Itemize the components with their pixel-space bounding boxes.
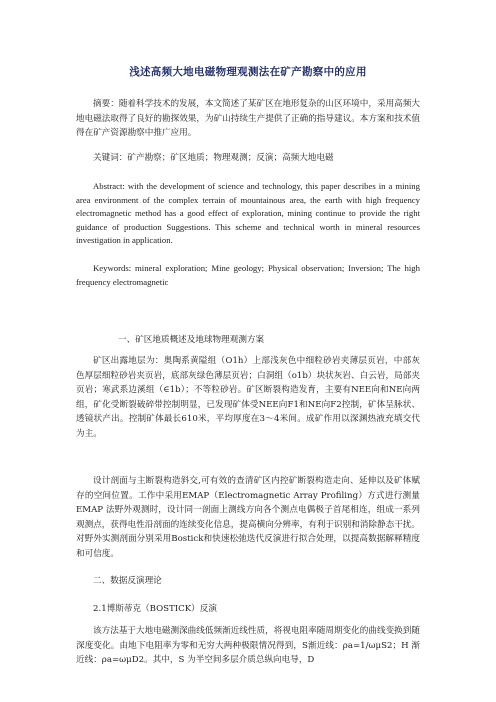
section-1-paragraph-1: 矿区出露地层为：奥陶系黄隘组（O1h）上部浅灰色中细粒砂岩夹薄层页岩，中部灰色厚层细粒砂岩夹页岩，底部灰绿色薄层页岩；白洞组（o1b）块状灰岩、白云岩，局部夹页岩；寒武系边溪组（∈1b）；不等粒砂岩。矿区断裂构造发育，主要有NEE向和NE向两组，矿化受断裂破碎带控制明显，已发现矿体受NEE向F1和NE向F2控制，矿体呈脉状、透镜状产出。控制矿体最长610米，平均厚度在3～4米间。成矿作用以深渊热液充填交代为主。 xyxy=(76,356,420,439)
section-2-heading: 二、数据反演理论 xyxy=(93,576,162,586)
paper-title: 浅述高频大地电磁物理观测法在矿产勘察中的应用 xyxy=(129,66,367,78)
section-2-1-heading: 2.1博斯蒂克（BOSTICK）反演 xyxy=(93,604,217,614)
section-2-paragraph-1: 该方法基于大地电磁测深曲线低频渐近线性质，将视电阻率随周期变化的曲线变换到随深度变化。由地下电阻率为零和无穷大两种极限情况得到，S渐近线：ρa=1/ωμS2；H 渐近线：ρa=ωμD2。其中，S 为半空间多层介质总纵向电导，D xyxy=(76,626,420,665)
abstract-cn: 摘要：随着科学技术的发展，本文简述了某矿区在地形复杂的山区环境中，采用高频大地电磁法取得了良好的勘探效果，为矿山持续生产提供了正确的指导建议。本方案和技术值得在矿产资源勘察中推广应用。 xyxy=(76,99,420,138)
keywords-cn: 关键词：矿产勘察；矿区地质；物理观测；反演；高频大地电磁 xyxy=(93,153,334,163)
section-1-heading: 一、矿区地质概述及地球物理观测方案 xyxy=(118,335,265,345)
abstract-en: Abstract: with the development of science and technology, this paper describes in a mining area environment of the complex terrain of mountainous area, the earth with high frequency electromagnetic method has a good effect of exploration, mining continue to provide the right guidance of production Suggestions. This scheme and technical worth in mineral resources investigation in application. xyxy=(76,181,420,246)
keywords-en: Keywords: mineral exploration; Mine geology; Physical observation; Inversion; The high frequency electromagnetic xyxy=(76,263,420,287)
section-1-paragraph-2: 设计剖面与主断裂构造斜交,可有效的查清矿区内控矿断裂构造走向、延伸以及矿体赋存的空间位置。工作中采用EMAP（Electromagnetic Array Profiling）方式进行测量 EMAP 法野外观测时，设计同一剖面上测线方向各个测点电偶极子首尾相连，组成一系列观测点，获得电性沿剖面的连续变化信息，提高横向分辨率，有利于识别和消除静态干扰。对野外实测剖面分别采用Bostick和快速松弛迭代反演进行拟合处理，以提高数据解释精度和可信度。 xyxy=(76,476,420,559)
